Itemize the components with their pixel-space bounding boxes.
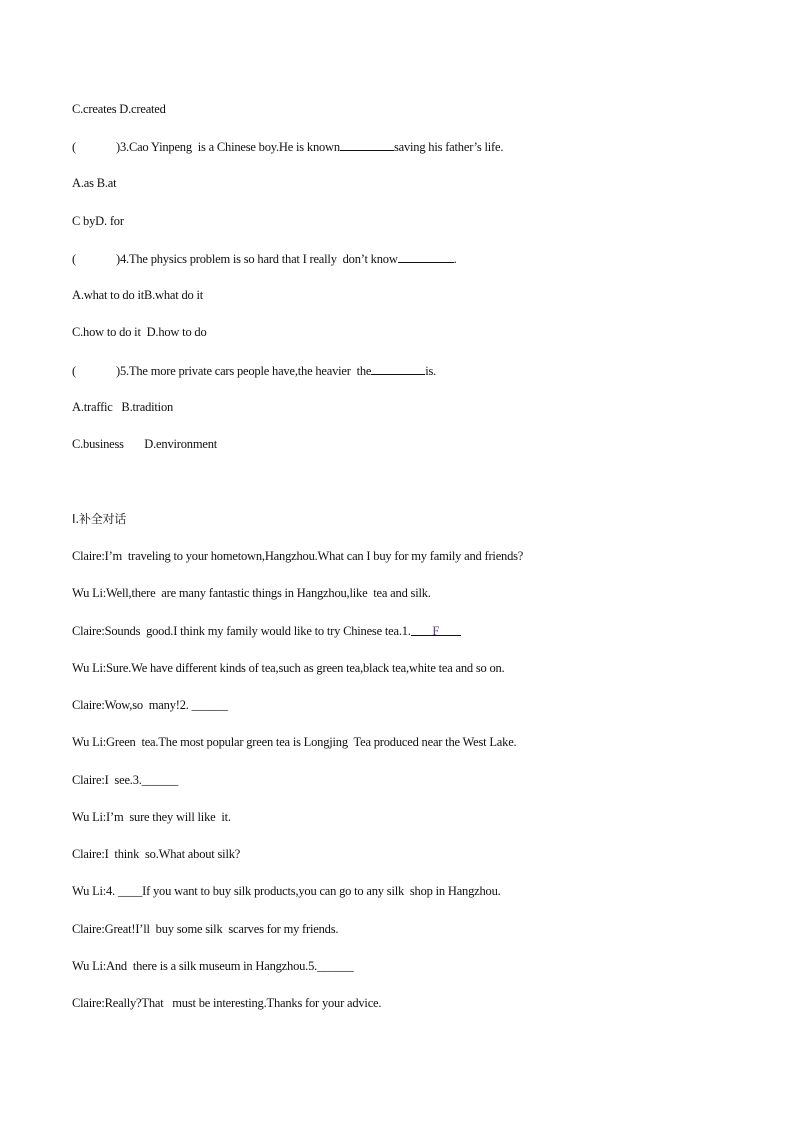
q3-blank[interactable] [340, 138, 394, 151]
q3-stem-a: )3.Cao Yinpeng is a Chinese boy.He is known [116, 140, 340, 154]
answer-paren: ( [72, 140, 76, 154]
q2-options-cd: C.creates D.created [72, 102, 166, 116]
q4-blank[interactable] [398, 250, 454, 263]
q4-options-cd: C.how to do it D.how to do [72, 325, 207, 339]
q5-options-ab: A.traffic B.tradition [72, 400, 174, 414]
q4-stem-a: )4.The physics problem is so hard that I really don’t know [116, 252, 398, 266]
dialogue-text: Claire:Sounds good.I think my family would like to try Chinese tea.1. [72, 624, 411, 638]
question-3 [72, 138, 503, 155]
q4-options-ab: A.what to do itB.what do it [72, 288, 204, 302]
q5-options-cd: C.business D.environment [72, 437, 218, 451]
question-5 [72, 362, 436, 379]
dialogue-line: Wu Li:Green tea.The most popular green tea is Longjing Tea produced near the West Lake. [72, 735, 517, 749]
q5-stem-a: )5.The more private cars people have,the heavier the [116, 364, 372, 378]
question-4 [72, 250, 457, 267]
q5-stem-b: is. [425, 364, 437, 378]
dialogue-line: Claire:Wow,so many!2. ______ [72, 698, 228, 712]
dialogue-line: Wu Li:Well,there are many fantastic things in Hangzhou,like tea and silk. [72, 586, 431, 600]
dialogue-line: Wu Li:I’m sure they will like it. [72, 810, 231, 824]
dialogue-line [72, 623, 461, 639]
dialogue-line: Wu Li:4. ____If you want to buy silk products,you can go to any silk shop in Hangzhou. [72, 884, 501, 898]
q5-blank[interactable] [371, 362, 425, 375]
dialogue-line: Claire:I think so.What about silk? [72, 847, 241, 861]
dialogue-line: Wu Li:And there is a silk museum in Hangzhou.5.______ [72, 959, 354, 973]
blank-1-answer[interactable]: F [411, 623, 461, 636]
q4-stem-b: . [453, 252, 457, 266]
dialogue-line: Claire:Great!I’ll buy some silk scarves for my friends. [72, 922, 339, 936]
dialogue-line: Claire:I’m traveling to your hometown,Hangzhou.What can I buy for my family and friends? [72, 549, 524, 563]
dialogue-line: Wu Li:Sure.We have different kinds of tea,such as green tea,black tea,white tea and so on. [72, 661, 505, 675]
section-title: Ⅰ.补全对话 [72, 512, 127, 526]
q3-stem-b: saving his father’s life. [393, 140, 504, 154]
dialogue-line: Claire:Really?That must be interesting.Thanks for your advice. [72, 996, 382, 1010]
q3-options-cd: C byD. for [72, 214, 124, 228]
answer-paren: ( [72, 252, 76, 266]
answer-paren: ( [72, 364, 76, 378]
dialogue-line: Claire:I see.3.______ [72, 773, 178, 787]
q3-options-ab: A.as B.at [72, 176, 117, 190]
